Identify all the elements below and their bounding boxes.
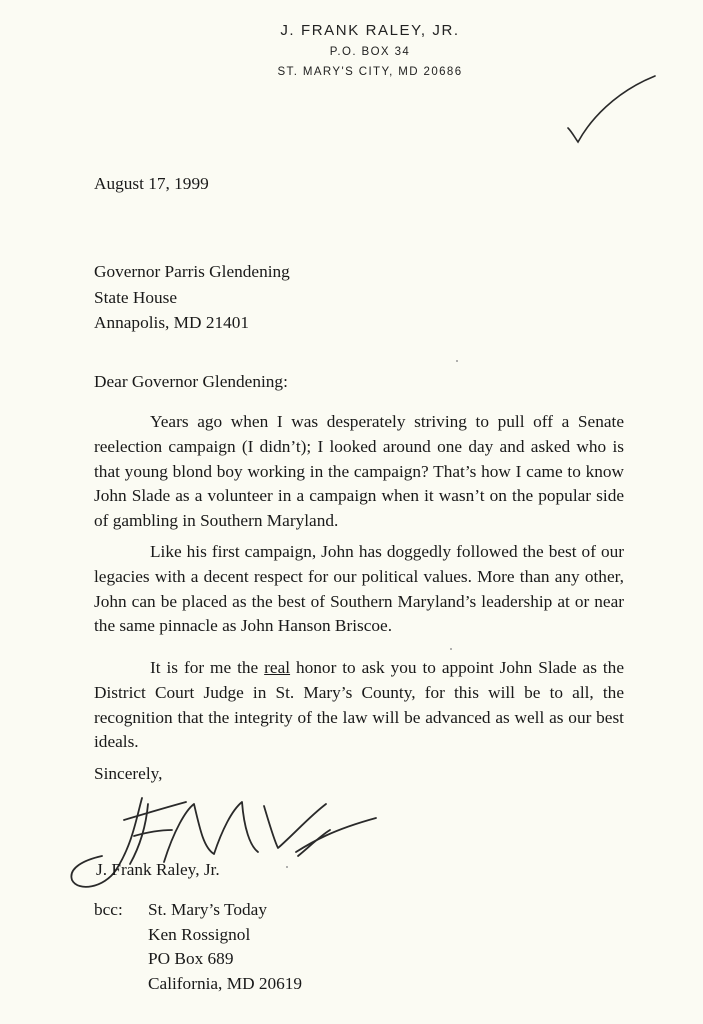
bcc-line-3: PO Box 689 xyxy=(148,949,234,969)
paragraph-1-text: Years ago when I was desperately striving to pull off a Senate reelection campaign (I didn’t); I looked around one day and asked who is that young blond boy working in the campaign? That’s how I came to know John Slade as a volunteer in a campaign when it wasn’t on the popular side of gambling in Southern Maryland. xyxy=(94,412,624,531)
paragraph-3-start: It is for me the xyxy=(150,658,265,677)
bcc-line-4: California, MD 20619 xyxy=(148,973,303,993)
paragraph-3-end: honor to ask you to appoint John Slade as the District Court Judge in St. Mary’s County, for this will be to all, the recognition that the integrity of the law will be advanced as well as our best ideals. xyxy=(94,658,624,752)
bcc-line-2: Ken Rossignol xyxy=(148,924,251,944)
salutation: Dear Governor Glendening: xyxy=(94,372,288,391)
bcc-block xyxy=(94,898,302,996)
paper-speck xyxy=(450,648,452,650)
paragraph-3 xyxy=(94,656,624,755)
paragraph-3-emphasis: real xyxy=(264,658,291,677)
letterhead-name: J. FRANK RALEY, JR. xyxy=(280,22,460,39)
closing: Sincerely, xyxy=(94,764,163,783)
handwritten-signature xyxy=(64,790,384,900)
letter-date: August 17, 1999 xyxy=(94,174,209,193)
signer-name: J. Frank Raley, Jr. xyxy=(96,860,220,879)
letterhead-box: P.O. BOX 34 xyxy=(329,46,411,58)
recipient-building: State House xyxy=(94,287,178,307)
recipient-city: Annapolis, MD 21401 xyxy=(94,313,250,332)
bcc-label: bcc: xyxy=(94,900,123,919)
bcc-line-1: St. Mary’s Today xyxy=(148,900,267,919)
recipient-address xyxy=(94,259,614,336)
letterhead-city: ST. MARY'S CITY, MD 20686 xyxy=(277,66,463,78)
recipient-name: Governor Parris Glendening xyxy=(94,262,290,281)
paragraph-2 xyxy=(94,540,624,639)
paragraph-1 xyxy=(94,410,624,534)
check-mark-icon xyxy=(560,70,660,150)
paper-speck xyxy=(286,866,288,868)
paper-speck xyxy=(456,360,458,362)
paragraph-2-text: Like his first campaign, John has doggedly followed the best of our legacies with a decent respect for our political values. More than any other, John can be placed as the best of Southern Maryland’s leadership at or near the same pinnacle as John Hanson Briscoe. xyxy=(94,542,624,636)
